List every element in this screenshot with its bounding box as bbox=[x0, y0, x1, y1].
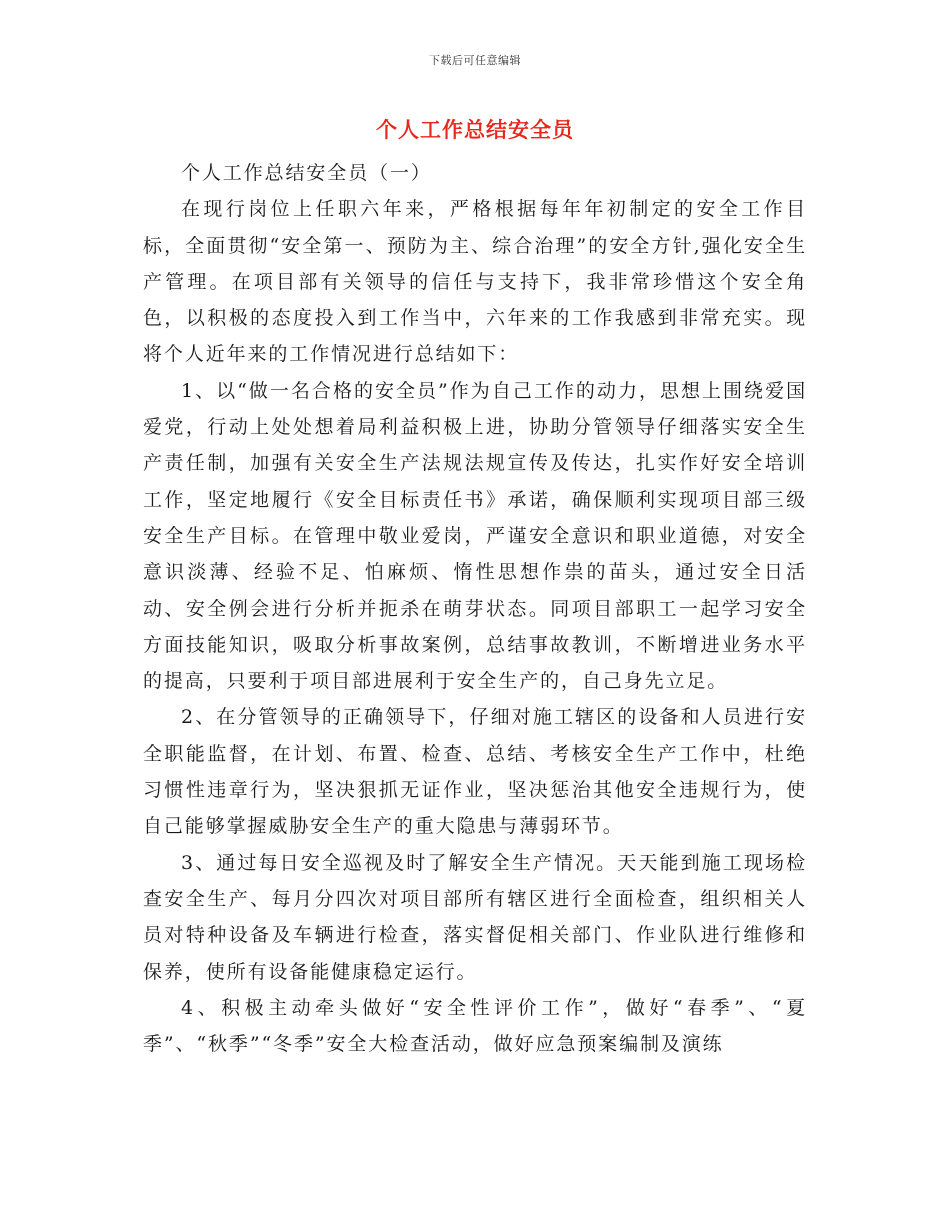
paragraph-item-3: 3、通过每日安全巡视及时了解安全生产情况。天天能到施工现场检查安全生产、每月分四次对项目部所有辖区进行全面检查，组织相关人员对特种设备及车辆进行检查，落实督促相关部门、作业队进行维修和保养，使所有设备能健康稳定运行。 bbox=[143, 851, 807, 983]
section-subtitle: 个人工作总结安全员（一） bbox=[181, 162, 432, 184]
document-body bbox=[143, 155, 807, 1062]
paragraph-item-2: 2、在分管领导的正确领导下，仔细对施工辖区的设备和人员进行安全职能监督，在计划、布置、检查、总结、考核安全生产工作中，杜绝习惯性违章行为，坚决狠抓无证作业，坚决惩治其他安全违规行为，使自己能够掌握威胁安全生产的重大隐患与薄弱环节。 bbox=[143, 706, 807, 838]
paragraph-intro: 在现行岗位上任职六年来，严格根据每年年初制定的安全工作目标，全面贯彻“安全第一、预防为主、综合治理”的安全方针,强化安全生产管理。在项目部有关领导的信任与支持下，我非常珍惜这个安全角色，以积极的态度投入到工作当中，六年来的工作我感到非常充实。现将个人近年来的工作情况进行总结如下： bbox=[143, 198, 807, 366]
page-header-note: 下载后可任意编辑 bbox=[429, 54, 521, 67]
paragraph-item-4: 4、积极主动牵头做好“安全性评价工作”，做好“春季”、“夏季”、“秋季”“冬季”安全大检查活动，做好应急预案编制及演练 bbox=[143, 996, 807, 1056]
document-title: 个人工作总结安全员 bbox=[376, 117, 574, 142]
paragraph-item-1: 1、以“做一名合格的安全员”作为自己工作的动力，思想上围绕爱国爱党，行动上处处想着局利益积极上进，协助分管领导仔细落实安全生产责任制，加强有关安全生产法规法规宣传及传达，扎实作好安全培训工作，坚定地履行《安全目标责任书》承诺，确保顺利实现项目部三级安全生产目标。在管理中敬业爱岗，严谨安全意识和职业道德，对安全意识淡薄、经验不足、怕麻烦、惰性思想作祟的苗头，通过安全日活动、安全例会进行分析并扼杀在萌芽状态。同项目部职工一起学习安全方面技能知识，吸取分析事故案例，总结事故教训，不断增进业务水平的提高，只要利于项目部进展利于安全生产的，自己身先立足。 bbox=[143, 379, 807, 693]
